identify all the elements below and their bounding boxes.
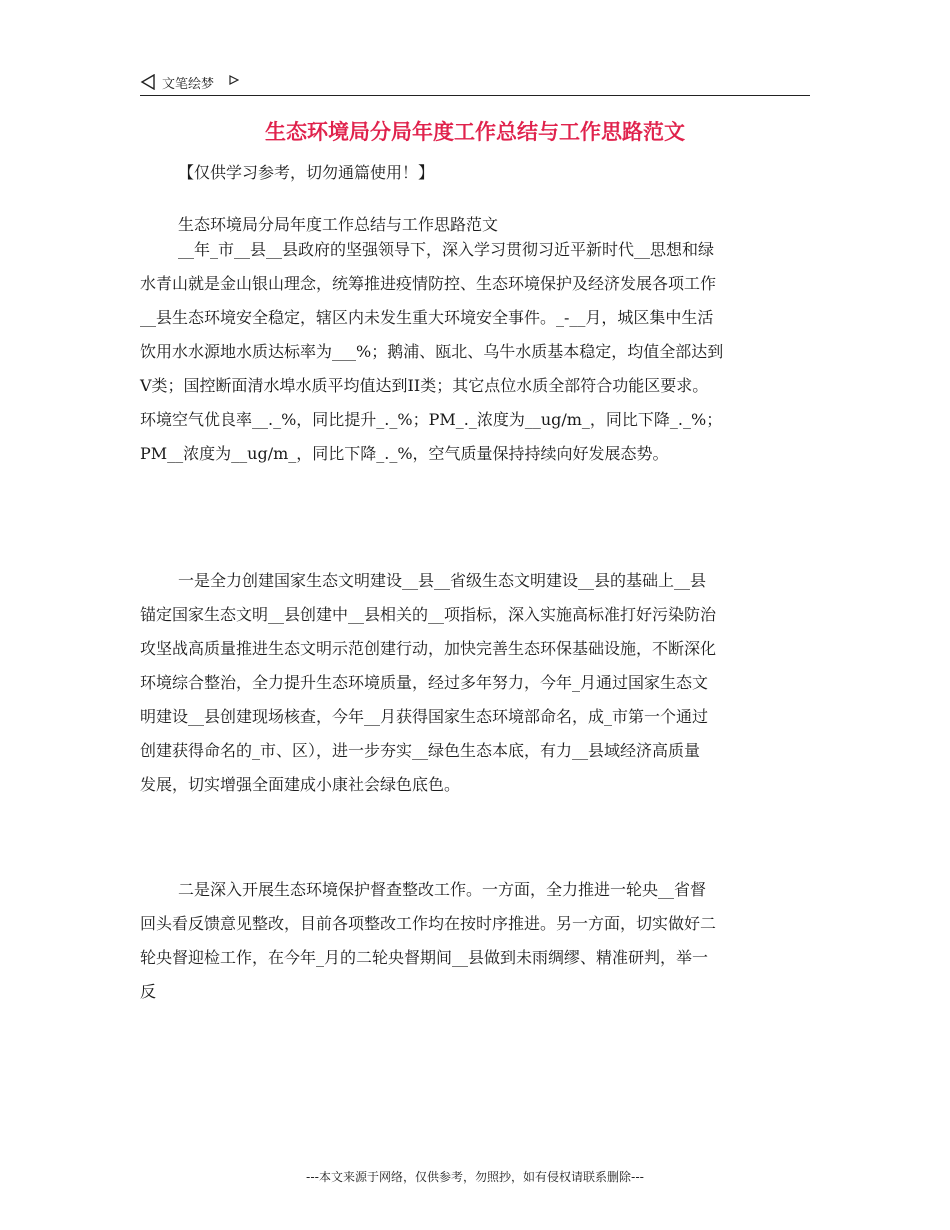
document-subtitle: 生态环境局分局年度工作总结与工作思路范文 xyxy=(178,215,499,234)
text-line: 轮央督迎检工作，在今年_月的二轮央督期间__县做到未雨绸缪、精准研判，举一 xyxy=(140,948,709,967)
text-line: 环境空气优良率__._%，同比提升_._%；PM_._浓度为__ug/m_，同比下降_._%； xyxy=(140,410,723,429)
triangle-left-outline-icon xyxy=(140,74,156,90)
text-line: 锚定国家生态文明__县创建中__县相关的__项指标，深入实施高标准打好污染防治 xyxy=(140,605,717,624)
paragraph-eco-civilization xyxy=(140,564,820,802)
text-line: 明建设__县创建现场核查，今年__月获得国家生态环境部命名，成_市第一个通过 xyxy=(140,707,709,726)
paragraph-inspection xyxy=(140,873,820,1009)
text-line: 水青山就是金山银山理念，统筹推进疫情防控、生态环境保护及经济发展各项工作 xyxy=(140,274,717,293)
text-line: V类；国控断面清水埠水质平均值达到II类；其它点位水质全部符合功能区要求。 xyxy=(140,376,709,395)
brand-name: 文笔绘梦 xyxy=(162,77,215,92)
page-header xyxy=(140,70,810,96)
text-line: __县生态环境安全稳定，辖区内未发生重大环境安全事件。_-__月，城区集中生活 xyxy=(140,308,714,327)
document-title: 生态环境局分局年度工作总结与工作思路范文 xyxy=(265,120,685,144)
page-footer: ---本文来源于网络，仅供参考，勿照抄，如有侵权请联系删除--- xyxy=(306,1170,644,1184)
text-line: 一是全力创建国家生态文明建设__县__省级生态文明建设__县的基础上__县 xyxy=(178,571,707,590)
text-line: __年_市__县__县政府的坚强领导下，深入学习贯彻习近平新时代__思想和绿 xyxy=(178,240,715,259)
text-line: 攻坚战高质量推进生态文明示范创建行动，加快完善生态环保基础设施，不断深化 xyxy=(140,639,717,658)
usage-notice: 【仅供学习参考，切勿通篇使用！】 xyxy=(178,163,435,182)
text-line: 回头看反馈意见整改，目前各项整改工作均在按时序推进。另一方面，切实做好二 xyxy=(140,914,717,933)
text-line: 饮用水水源地水质达标率为___%；鹅浦、瓯北、乌牛水质基本稳定，均值全部达到 xyxy=(140,342,724,361)
text-line: 反 xyxy=(140,982,157,1001)
text-line: 二是深入开展生态环境保护督查整改工作。一方面，全力推进一轮央__省督 xyxy=(178,880,707,899)
text-line: 环境综合整治，全力提升生态环境质量，经过多年努力，今年_月通过国家生态文 xyxy=(140,673,709,692)
text-line: 创建获得命名的_市、区），进一步夯实__绿色生态本底，有力__县域经济高质量 xyxy=(140,741,701,760)
text-line: PM__浓度为__ug/m_，同比下降_._%，空气质量保持持续向好发展态势。 xyxy=(140,444,669,463)
triangle-right-outline-icon xyxy=(229,75,239,85)
text-line: 发展，切实增强全面建成小康社会绿色底色。 xyxy=(140,775,461,794)
paragraph-intro xyxy=(140,233,820,471)
